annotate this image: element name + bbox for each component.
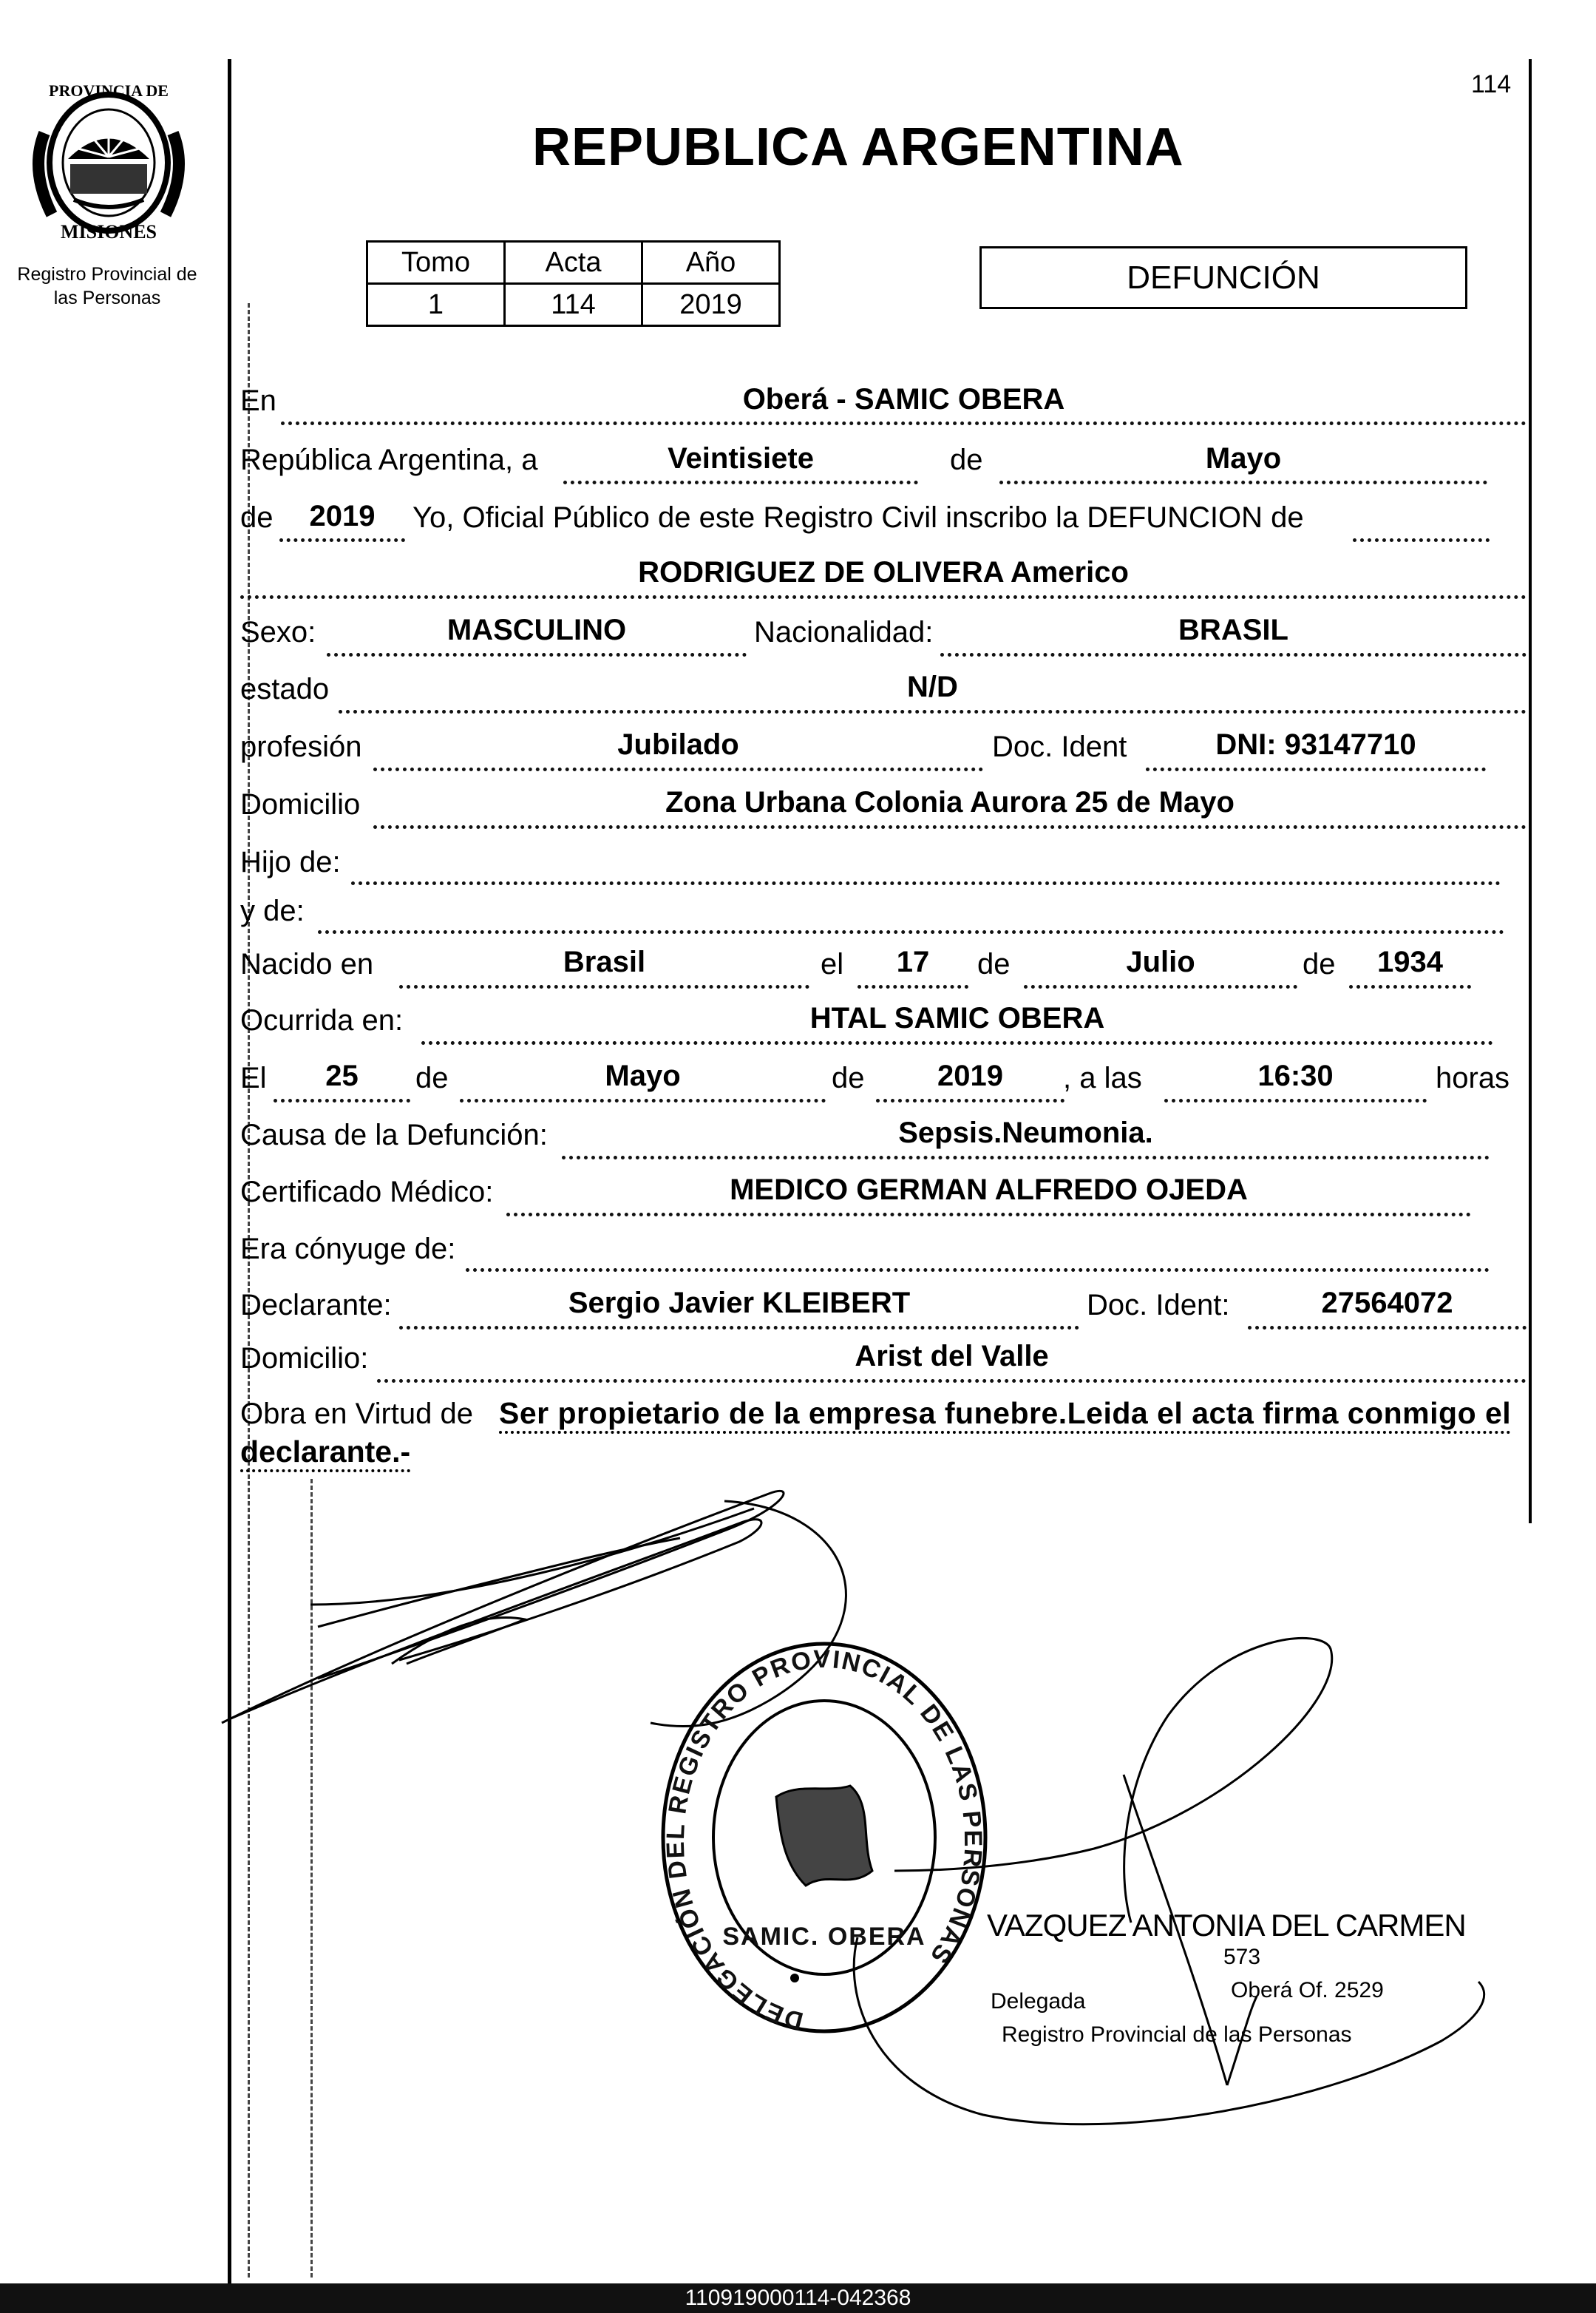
dotted-line [399, 985, 809, 989]
dotted-line [562, 1156, 1490, 1159]
label-y-de: y de: [240, 895, 305, 927]
label-ocurrida-en: Ocurrida en: [240, 1004, 404, 1037]
label-de: de [415, 1062, 449, 1094]
label-nacionalidad: Nacionalidad: [754, 616, 934, 648]
dotted-line [563, 481, 918, 484]
label-de: de [832, 1062, 865, 1094]
official-name: VAZQUEZ ANTONIA DEL CARMEN [987, 1908, 1466, 1943]
footer-code: 110919000114-042368 [0, 2283, 1596, 2313]
label-hijo-de: Hijo de: [240, 846, 341, 878]
label-domicilio-colon: Domicilio: [240, 1342, 369, 1375]
field-declarant-doc: 27564072 [1321, 1287, 1453, 1319]
page-number: 114 [1471, 70, 1512, 98]
field-death-month: Mayo [605, 1060, 681, 1092]
registry-value-cell: 114 [505, 284, 642, 326]
label-doc-ident: Doc. Ident [992, 731, 1127, 763]
field-certificate: MEDICO GERMAN ALFREDO OJEDA [730, 1174, 1248, 1206]
field-profesion: Jubilado [617, 728, 739, 761]
field-doc: DNI: 93147710 [1215, 728, 1416, 761]
field-birth-place: Brasil [563, 946, 646, 978]
label-horas: horas [1436, 1062, 1510, 1094]
dotted-line [318, 930, 1504, 934]
registry-header-cell: Tomo [367, 242, 505, 284]
dotted-line [1248, 1326, 1527, 1330]
dotted-line [1353, 538, 1490, 542]
label-el: el [821, 948, 844, 981]
field-place: Oberá - SAMIC OBERA [742, 383, 1065, 416]
svg-text:MISIONES: MISIONES [60, 221, 157, 243]
document-type-box: DEFUNCIÓN [979, 246, 1467, 309]
dotted-line [377, 1379, 1527, 1383]
dotted-line [999, 481, 1487, 484]
right-border-line [1529, 59, 1532, 1523]
svg-text:SAMIC. OBERA: SAMIC. OBERA [722, 1923, 926, 1951]
dotted-line [506, 1213, 1471, 1216]
svg-text:DELEGACIÓN DEL REGISTRO PROVIN: DELEGACIÓN DEL REGISTRO PROVINCIAL DE LAS PERSONAS [661, 1645, 988, 2033]
dotted-line [373, 768, 983, 771]
dotted-line [940, 653, 1527, 657]
field-virtue-line2: declarante.- [240, 1435, 411, 1469]
field-birth-month: Julio [1126, 946, 1195, 978]
dotted-line [460, 1099, 826, 1103]
dotted-line [281, 421, 1527, 425]
field-death-year: 2019 [937, 1060, 1003, 1092]
registry-value-cell: 2019 [642, 284, 780, 326]
dotted-line [274, 1099, 410, 1103]
label-yo-text: Yo, Oficial Público de este Registro Civil inscribo la DEFUNCION de [412, 501, 1304, 534]
label-conyuge: Era cónyuge de: [240, 1233, 456, 1265]
label-doc-ident-colon: Doc. Ident: [1087, 1289, 1230, 1321]
dotted-line [240, 595, 1527, 599]
dotted-line [339, 710, 1527, 714]
label-republica: República Argentina, a [240, 444, 538, 476]
official-signature [813, 1627, 1538, 2144]
registry-header-row [367, 242, 780, 284]
field-virtue-line1: Ser propietario de la empresa funebre.Leida el acta firma conmigo el [499, 1396, 1512, 1430]
label-en: En [240, 385, 276, 417]
field-declarant: Sergio Javier KLEIBERT [568, 1287, 911, 1319]
dotted-line [1146, 768, 1486, 771]
registry-header-cell: Acta [505, 242, 642, 284]
official-registry: Registro Provincial de las Personas [1002, 2022, 1352, 2047]
dotted-line [858, 985, 968, 989]
field-death-place: HTAL SAMIC OBERA [809, 1002, 1105, 1034]
dotted-line [373, 825, 1527, 829]
label-de: de [977, 948, 1011, 981]
provincia-misiones-seal-icon [30, 74, 189, 248]
field-domicilio: Zona Urbana Colonia Aurora 25 de Mayo [665, 786, 1235, 819]
page-title: REPUBLICA ARGENTINA [532, 118, 1184, 177]
field-sexo: MASCULINO [446, 614, 627, 646]
field-cause: Sepsis.Neumonia. [898, 1117, 1153, 1149]
field-day-words: Veintisiete [668, 442, 814, 475]
svg-text:PROVINCIA DE: PROVINCIA DE [49, 81, 169, 100]
dotted-line [327, 653, 747, 657]
dotted-line [466, 1268, 1490, 1272]
label-nacido-en: Nacido en [240, 948, 374, 981]
field-estado: N/D [907, 671, 958, 703]
label-a-las: , a las [1063, 1062, 1142, 1094]
field-declarant-address: Arist del Valle [855, 1340, 1049, 1372]
dotted-line [1164, 1099, 1427, 1103]
label-obra: Obra en Virtud de [240, 1398, 474, 1430]
label-de: de [1303, 948, 1336, 981]
field-death-time: 16:30 [1257, 1060, 1334, 1092]
dotted-line [399, 1326, 1079, 1330]
left-border-line [228, 59, 231, 2283]
label-de: de [950, 444, 983, 476]
official-office: Oberá Of. 2529 [1231, 1978, 1384, 2002]
label-el-cap: El [240, 1062, 267, 1094]
field-deceased-name: RODRIGUEZ DE OLIVERA Americo [638, 556, 1129, 589]
dotted-line [1024, 985, 1297, 989]
field-death-day: 25 [325, 1060, 359, 1092]
field-nacionalidad: BRASIL [1178, 614, 1288, 646]
dotted-line [279, 538, 405, 542]
registry-table [366, 240, 781, 327]
dotted-line [1349, 985, 1471, 989]
official-number: 573 [1223, 1945, 1261, 1969]
issuer-caption: Registro Provincial de las Personas [17, 264, 197, 308]
label-sexo: Sexo: [240, 616, 316, 648]
label-declarante: Declarante: [240, 1289, 392, 1321]
registry-header-cell: Año [642, 242, 780, 284]
label-causa: Causa de la Defunción: [240, 1119, 548, 1151]
field-month: Mayo [1205, 442, 1282, 475]
registry-value-row [367, 284, 780, 326]
field-year: 2019 [309, 500, 376, 532]
label-estado: estado [240, 673, 330, 705]
field-birth-day: 17 [896, 946, 930, 978]
dotted-line [351, 881, 1501, 885]
dotted-line [421, 1041, 1493, 1045]
field-birth-year: 1934 [1377, 946, 1443, 978]
dotted-line [876, 1099, 1064, 1103]
official-role: Delegada [991, 1989, 1086, 2014]
label-certificado: Certificado Médico: [240, 1176, 494, 1208]
label-profesion: profesión [240, 731, 362, 763]
label-domicilio: Domicilio [240, 788, 361, 821]
registry-value-cell: 1 [367, 284, 505, 326]
label-de: de [240, 501, 274, 534]
